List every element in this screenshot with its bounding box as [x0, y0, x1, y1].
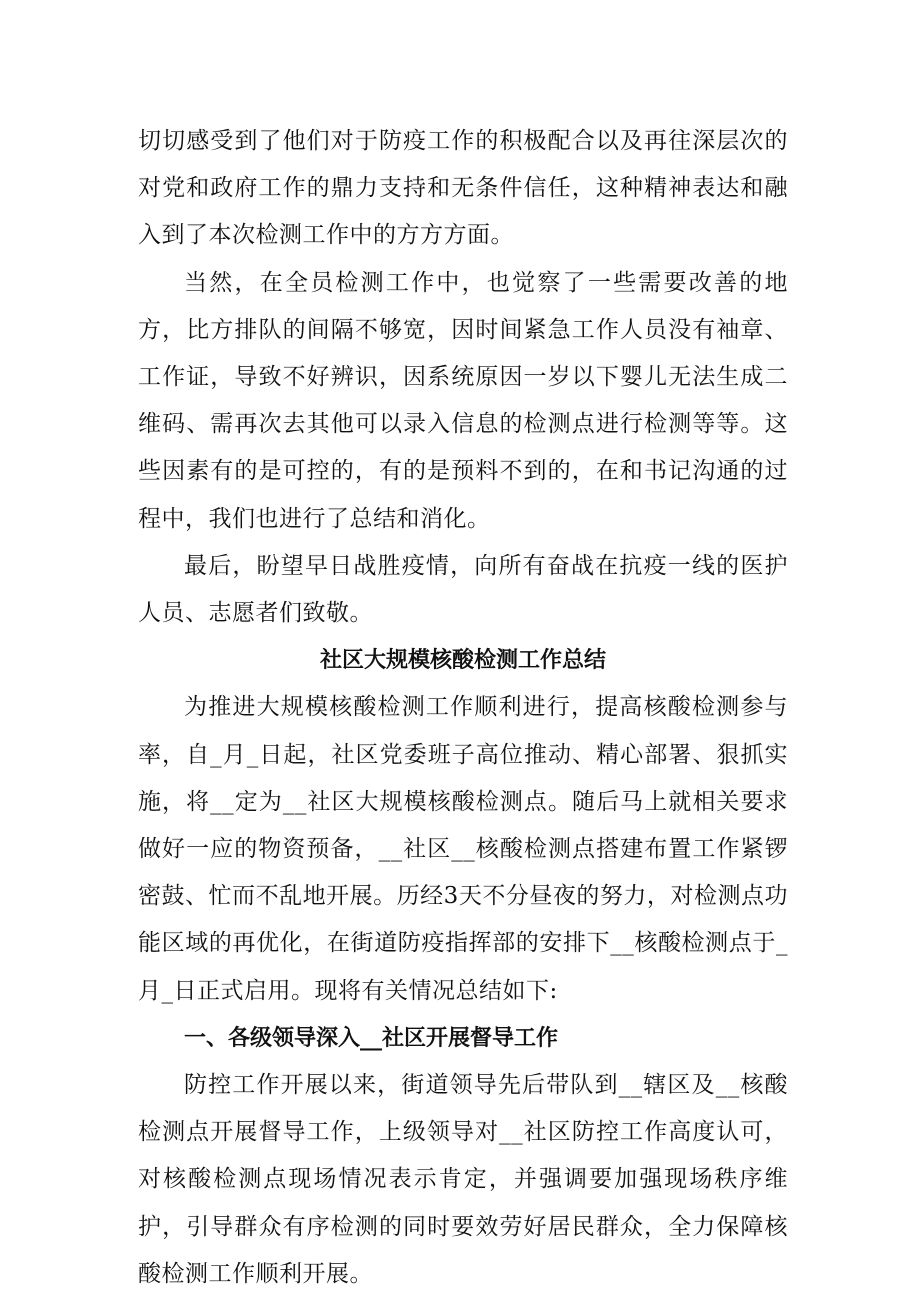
- paragraph-improvements: 当然，在全员检测工作中，也觉察了一些需要改善的地方，比方排队的间隔不够宽，因时间紧急工作人员没有袖章、工作证，导致不好辨识，因系统原因一岁以下婴儿无法生成二维码、需再次去其他可以录入信息的检测点进行检测等等。这些因素有的是可控的，有的是预料不到的，在和书记沟通的过程中，我们也进行了总结和消化。: [138, 269, 788, 532]
- paragraph-supervision: 防控工作开展以来，街道领导先后带队到__辖区及__核酸检测点开展督导工作，上级领导对__社区防控工作高度认可，对核酸检测点现场情况表示肯定，并强调要加强现场秩序维护，引导群众有序检测的同时要效劳好居民群众，全力保障核酸检测工作顺利开展。: [138, 1072, 788, 1287]
- document-title: 社区大规模核酸检测工作总结: [319, 648, 606, 674]
- paragraph-continuation: 切切感受到了他们对于防疫工作的积极配合以及再往深层次的对党和政府工作的鼎力支持和无条件信任，这种精神表达和融入到了本次检测工作中的方方方面。: [138, 128, 788, 249]
- paragraph-closing: 最后，盼望早日战胜疫情，向所有奋战在抗疫一线的医护人员、志愿者们致敬。: [138, 552, 788, 627]
- section-heading-1: 一、各级领导深入__社区开展督导工作: [184, 1025, 559, 1051]
- paragraph-intro: 为推进大规模核酸检测工作顺利进行，提高核酸检测参与率，自_月_日起，社区党委班子高位推动、精心部署、狠抓实施，将__定为__社区大规模核酸检测点。随后马上就相关要求做好一应的物资预备，__社区__核酸检测点搭建布置工作紧锣密鼓、忙而不乱地开展。历经3天不分昼夜的努力，对检测点功能区域的再优化，在街道防疫指挥部的安排下__核酸检测点于_月_日正式启用。现将有关情况总结如下:: [138, 694, 788, 1004]
- document-body: [138, 118, 788, 1298]
